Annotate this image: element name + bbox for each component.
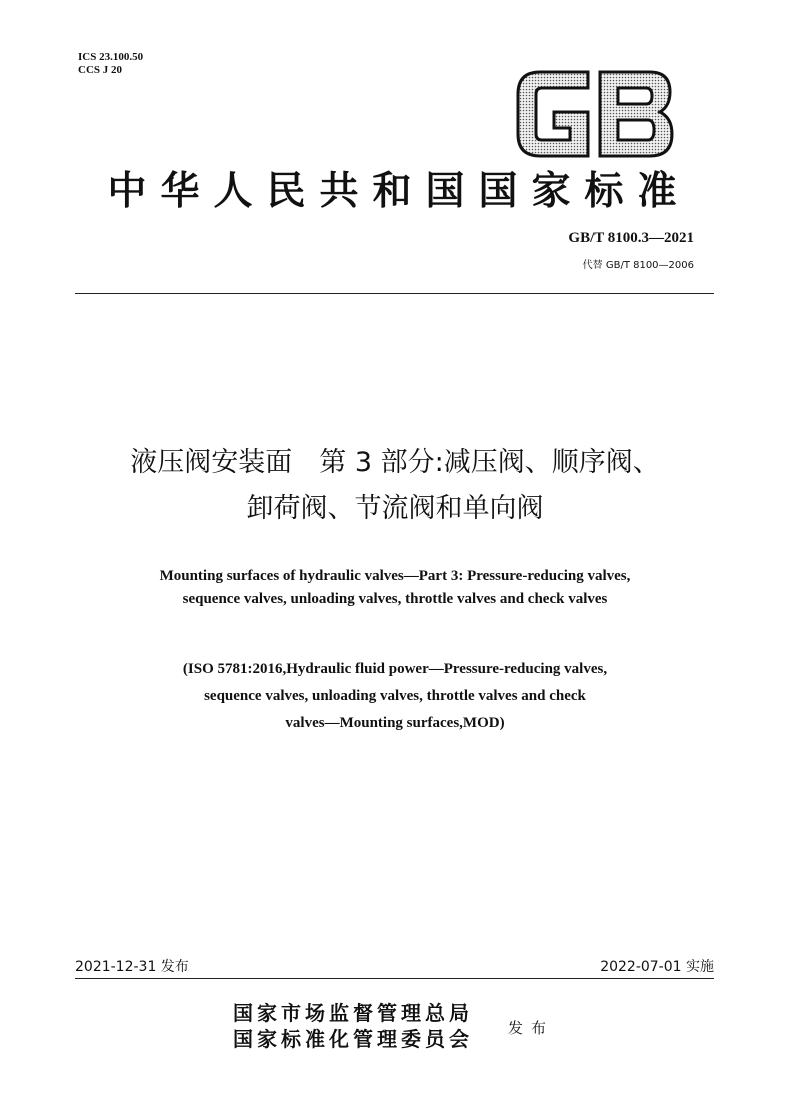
chinese-title-line-2: 卸荷阀、节流阀和单向阀 bbox=[246, 493, 544, 524]
publish-label: 发布 bbox=[508, 1019, 555, 1037]
issuer-samr: 国家市场监督管理总局 bbox=[233, 1001, 473, 1025]
gb-logo-icon bbox=[510, 64, 678, 164]
ccs-code: CCS J 20 bbox=[78, 64, 123, 76]
implement-date: 2022-07-01 实施 bbox=[600, 959, 714, 975]
issuing-authorities bbox=[233, 1000, 473, 1052]
standard-number: GB/T 8100.3—2021 bbox=[568, 230, 694, 246]
english-title-line-2: sequence valves, unloading valves, throttle valves and check valves bbox=[182, 591, 608, 607]
iso-reference-line-2: sequence valves, unloading valves, throttle valves and check bbox=[204, 688, 586, 704]
top-divider bbox=[75, 293, 714, 294]
issuer-sac: 国家标准化管理委员会 bbox=[233, 1027, 473, 1051]
iso-reference-line-3: valves—Mounting surfaces,MOD) bbox=[285, 715, 505, 731]
iso-reference-line-1: (ISO 5781:2016,Hydraulic fluid power—Pressure-reducing valves, bbox=[182, 661, 608, 677]
ics-code: ICS 23.100.50 bbox=[78, 51, 144, 63]
dates-row bbox=[75, 956, 714, 976]
national-standard-title: 中华人民共和国国家标准 bbox=[107, 168, 691, 214]
classification-codes bbox=[78, 51, 143, 77]
bottom-divider bbox=[75, 978, 714, 979]
issue-date: 2021-12-31 发布 bbox=[75, 959, 189, 975]
replaces-standard: 代替 GB/T 8100—2006 bbox=[582, 260, 694, 271]
chinese-title-line-1: 液压阀安装面 第 3 部分:减压阀、顺序阀、 bbox=[130, 447, 660, 478]
english-title-line-1: Mounting surfaces of hydraulic valves—Part 3: Pressure-reducing valves, bbox=[159, 568, 631, 584]
